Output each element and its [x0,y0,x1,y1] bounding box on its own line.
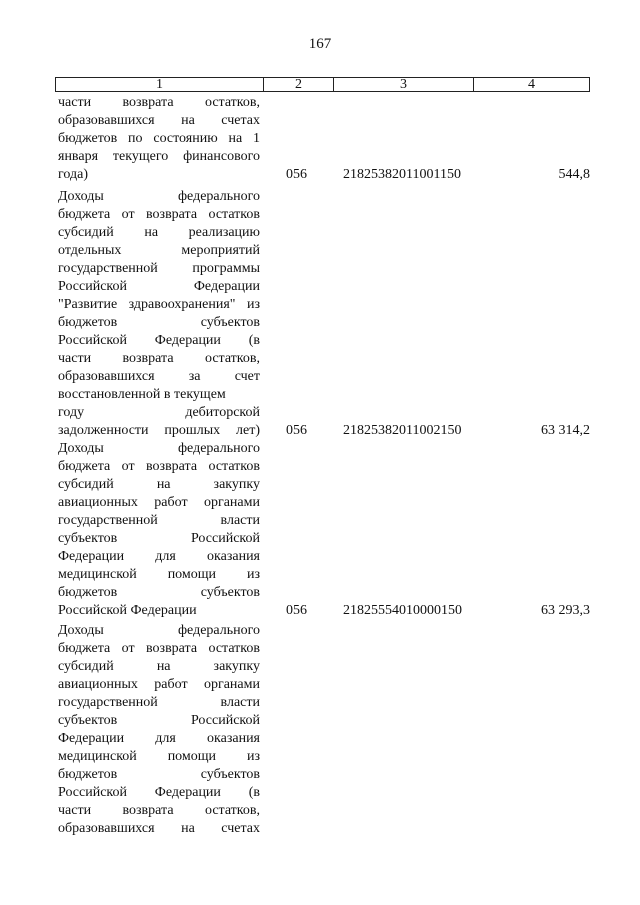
desc-line: Федерации для оказания [58,731,260,746]
desc-line: отдельных мероприятий [58,243,260,258]
desc-line: году дебиторской [58,405,260,420]
row-kbk: 21825382011001150 [343,167,461,182]
desc-line: задолженности прошлых лет) [58,423,260,438]
desc-line: части возврата остатков, [58,803,260,818]
desc-line: Федерации для оказания [58,549,260,564]
desc-line: восстановленной в текущем [58,387,226,402]
desc-line: бюджетов субъектов [58,767,260,782]
desc-line: Доходы федерального [58,623,260,638]
desc-line: года) [58,167,88,182]
desc-line: бюджета от возврата остатков [58,641,260,656]
desc-line: части возврата остатков, [58,351,260,366]
table-row [58,94,590,184]
desc-line: бюджетов по состоянию на 1 [58,131,260,146]
desc-line: субсидий на закупку [58,477,260,492]
desc-line: авиационных работ органами [58,677,260,692]
desc-line: января текущего финансового [58,149,260,164]
row-code: 056 [286,423,307,438]
desc-line: Доходы федерального [58,441,260,456]
row-amount: 544,8 [558,167,590,182]
row-description [58,94,260,184]
row-amount: 63 293,3 [541,603,590,618]
row-description [58,188,260,440]
desc-line: Российской Федерации [58,279,260,294]
row-kbk: 21825554010000150 [343,603,462,618]
row-code: 056 [286,603,307,618]
desc-line: медицинской помощи из [58,567,260,582]
table-header [55,77,590,92]
desc-line: субъектов Российской [58,531,260,546]
desc-line: бюджета от возврата остатков [58,459,260,474]
page-number: 167 [308,36,332,52]
desc-line: Российской Федерации [58,603,197,618]
desc-line: Доходы федерального [58,189,260,204]
row-kbk: 21825382011002150 [343,423,462,438]
desc-line: государственной программы [58,261,260,276]
desc-line: "Развитие здравоохранения" из [58,297,260,312]
desc-line: бюджетов субъектов [58,585,260,600]
row-code: 056 [286,167,307,182]
desc-line: авиационных работ органами [58,495,260,510]
desc-line: медицинской помощи из [58,749,260,764]
desc-line: Российской Федерации (в [58,333,260,348]
table-row [58,440,590,620]
desc-line: государственной власти [58,695,260,710]
desc-line: субсидий на закупку [58,659,260,674]
desc-line: субсидий на реализацию [58,225,260,240]
desc-line: бюджета от возврата остатков [58,207,260,222]
row-description [58,440,260,620]
desc-line: образовавшихся на счетах [58,821,260,836]
row-description [58,622,260,838]
desc-line: образовавшихся за счет [58,369,260,384]
desc-line: образовавшихся на счетах [58,113,260,128]
desc-line: субъектов Российской [58,713,260,728]
table-row [58,622,590,838]
row-amount: 63 314,2 [541,423,590,438]
table-row [58,188,590,440]
header-col-1: 1 [56,78,264,91]
header-col-2: 2 [264,78,334,91]
header-col-4: 4 [528,77,535,92]
desc-line: части возврата остатков, [58,95,260,110]
desc-line: бюджетов субъектов [58,315,260,330]
desc-line: Российской Федерации (в [58,785,260,800]
desc-line: государственной власти [58,513,260,528]
header-col-3: 3 [334,78,474,91]
